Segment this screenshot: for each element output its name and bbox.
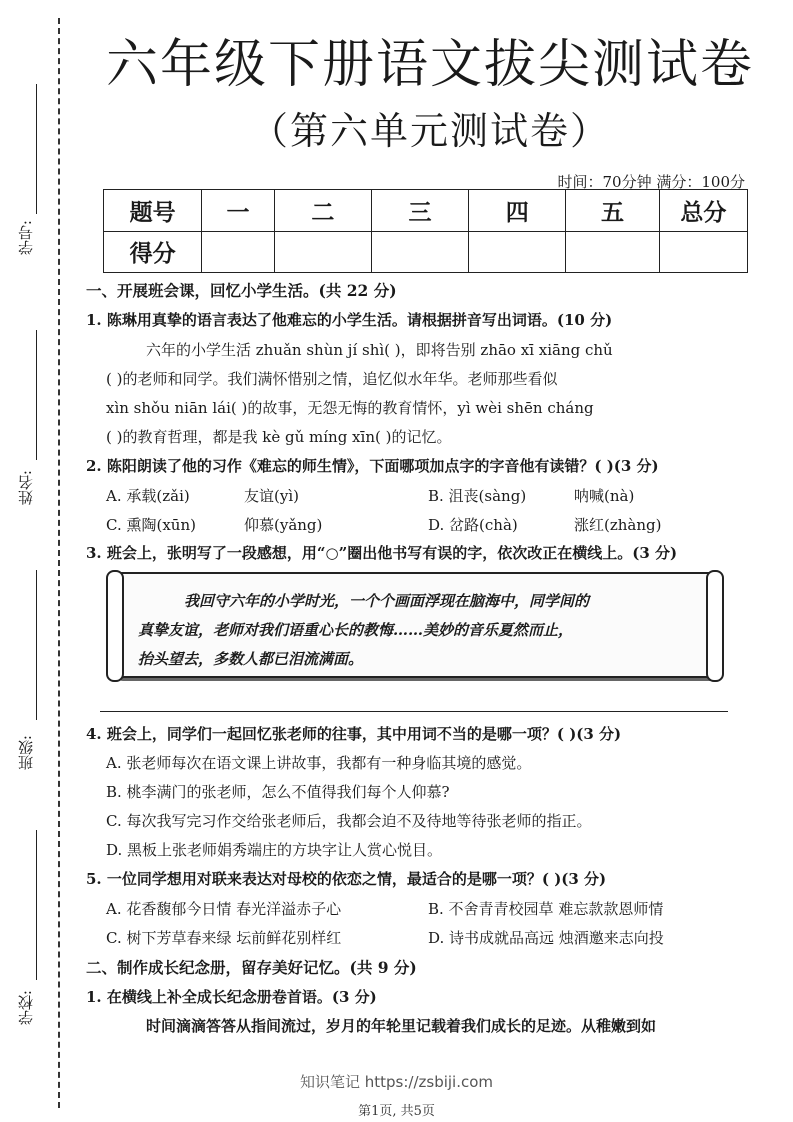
q2-option-c2: 仰慕(yǎng) [244, 516, 323, 534]
score-table [103, 189, 748, 273]
watermark: 知识笔记 https://zsbiji.com [299, 1073, 494, 1091]
q4-option-c: C. 每次我写完习作交给张老师后，我都会迫不及待地等待张老师的指正。 [106, 812, 592, 830]
q4-stem: 4. 班会上，同学们一起回忆张老师的往事，其中用词不当的是哪一项？( )(3 分) [86, 725, 622, 743]
section-1-heading: 一、开展班会课，回忆小学生活。(共 22 分) [86, 281, 397, 300]
school-label: 学校: [17, 990, 35, 1026]
score-cell: 二 [274, 190, 371, 232]
q1-line-1: 六年的小学生活 zhuǎn shùn jí shì( )，即将告别 zhāo xī xiāng chǔ [146, 341, 613, 359]
score-cell: 三 [371, 190, 468, 232]
student-id-label: 学号: [17, 220, 35, 256]
score-input-cell[interactable] [202, 231, 274, 273]
page-number: 第1页, 共5页 [358, 1104, 435, 1119]
s2-q1-stem: 1. 在横线上补全成长纪念册卷首语。(3 分) [86, 988, 377, 1006]
q4-option-d: D. 黑板上张老师娟秀端庄的方块字让人赏心悦目。 [106, 841, 443, 859]
q2-option-b1: B. 沮丧(sàng) [428, 487, 527, 505]
score-input-cell[interactable] [566, 231, 659, 273]
score-cell: 题号 [104, 190, 202, 232]
q1-line-4: ( )的教育哲理，都是我 kè gǔ míng xīn( )的记忆。 [106, 428, 452, 446]
score-cell: 总分 [659, 190, 747, 232]
score-input-cell[interactable] [659, 231, 747, 273]
q2-stem: 2. 陈阳朗读了他的习作《难忘的师生情》，下面哪项加点字的字音他有读错？( )(3 分) [86, 457, 659, 475]
scroll-curl-left [106, 570, 124, 682]
q5-option-c: C. 树下芳草春来绿 坛前鲜花别样红 [106, 929, 342, 947]
q5-option-d: D. 诗书成就品高远 烛酒邀来志向投 [428, 929, 664, 947]
student-id-line [36, 84, 37, 214]
class-label: 班级: [17, 735, 35, 771]
q2-option-c1: C. 熏陶(xūn) [106, 516, 196, 534]
score-input-cell[interactable] [274, 231, 371, 273]
s2-q1-line-1: 时间滴滴答答从指间流过，岁月的年轮里记载着我们成长的足迹。从稚嫩到如 [146, 1017, 657, 1035]
q1-line-2: ( )的老师和同学。我们满怀惜别之情，追忆似水年华。老师那些看似 [106, 370, 558, 388]
scroll-curl-right [706, 570, 724, 682]
class-line [36, 570, 37, 720]
q2-option-a1: A. 承载(zǎi) [106, 487, 190, 505]
q2-option-a2: 友谊(yì) [244, 487, 299, 505]
time-info: 时间：70分钟 满分：100分 [557, 173, 745, 191]
q5-stem: 5. 一位同学想用对联来表达对母校的依恋之情，最适合的是哪一项？( )(3 分) [86, 870, 607, 888]
q4-option-a: A. 张老师每次在语文课上讲故事，我都有一种身临其境的感觉。 [106, 754, 532, 772]
page-subtitle: （第六单元测试卷） [249, 109, 610, 153]
q4-option-b: B. 桃李满门的张老师，怎么不值得我们每个人仰慕? [106, 783, 450, 801]
score-input-cell[interactable] [469, 231, 566, 273]
score-header-row [104, 190, 748, 232]
q2-option-d2: 涨红(zhàng) [574, 516, 662, 534]
q2-option-d1: D. 岔路(chà) [428, 516, 518, 534]
q3-answer-line[interactable] [100, 711, 728, 712]
q3-passage-line-1: 我回守六年的小学时光，一个个画面浮现在脑海中，同学间的 [184, 592, 590, 610]
q1-stem: 1. 陈琳用真挚的语言表达了他难忘的小学生活。请根据拼音写出词语。(10 分) [86, 311, 613, 329]
q3-passage-line-2: 真挚友谊，老师对我们语重心长的教悔……美妙的音乐夏然而止， [138, 621, 574, 639]
q3-passage-line-3: 抬头望去，多数人都已泪流满面。 [138, 650, 364, 668]
q5-option-b: B. 不舍青青校园草 难忘款款恩师情 [428, 900, 664, 918]
q1-line-3: xìn shǒu niān lái( )的故事，无怨无悔的教育情怀，yì wèi shēn cháng [106, 399, 594, 417]
score-value-row [104, 231, 748, 273]
q5-option-a: A. 花香馥郁今日情 春光洋溢赤子心 [106, 900, 342, 918]
school-line [36, 830, 37, 980]
q2-option-b2: 呐喊(nà) [574, 487, 635, 505]
score-cell: 一 [202, 190, 274, 232]
name-label: 姓名: [17, 470, 35, 506]
q3-stem: 3. 班会上，张明写了一段感想，用“○”圈出他书写有误的字，依次改正在横线上。(3 分) [86, 544, 678, 562]
score-cell: 得分 [104, 231, 202, 273]
score-cell: 四 [469, 190, 566, 232]
section-2-heading: 二、制作成长纪念册，留存美好记忆。(共 9 分) [86, 958, 417, 977]
score-cell: 五 [566, 190, 659, 232]
name-line [36, 330, 37, 460]
binding-dashed-line [58, 18, 60, 1108]
page-title: 六年级下册语文拔尖测试卷 [105, 35, 754, 95]
score-input-cell[interactable] [371, 231, 468, 273]
